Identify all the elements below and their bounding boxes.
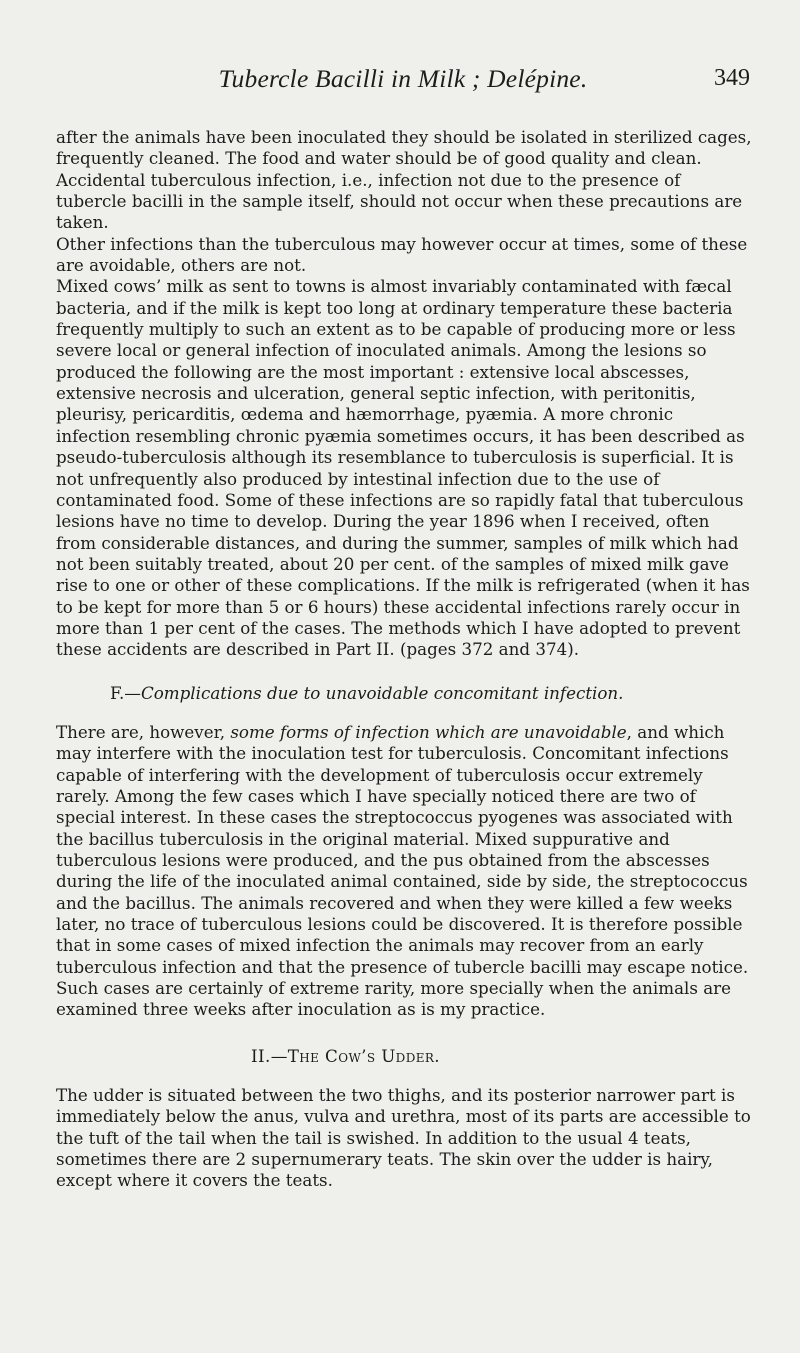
- paragraph-concomitant-infection: [56, 722, 752, 1021]
- paragraph-other-infections: [56, 234, 752, 277]
- paragraph-text-rest: , and which may interfere with the inoculation test for tuberculosis. Concomitant infections capable of interfering with the development of tuberculosis occur extremely rarely. Among the few cases which I have specially noticed there are two of special interest. In these cases the streptococcus pyogenes was associated with the bacillus tuberculosis in the original material. Mixed suppurative and tuberculous lesions were produced, and the pus obtained from the abscesses during the life of the inoculated animal contained, side by side, the streptococcus and the bacillus. The animals recovered and when they were killed a few weeks later, no trace of tuberculous lesions could be discovered. It is therefore possible that in some cases of mixed infection the animals may recover from an early tuberculous infection and that the presence of tubercle bacilli may escape notice. Such cases are certainly of extreme rarity, more specially when the animals are examined three weeks after inoculation as is my practice.: [56, 721, 749, 1020]
- part-heading-cows-udder: II.—The Cow’s Udder.: [251, 1045, 441, 1066]
- paragraph-text: [56, 722, 752, 1021]
- section-label: F.—: [110, 682, 141, 703]
- body-text: [56, 127, 752, 1192]
- paragraph-mixed-milk: [56, 276, 752, 660]
- paragraph-text: after the animals have been inoculated they should be isolated in sterilized cages, frequently cleaned. The food and water should be of good quality and clean. Accidental tuberculous infection, i.e., infection not due to the presence of tubercle bacilli in the sample itself, should not occur when these precautions are taken.: [56, 127, 752, 233]
- section-title: Complications due to unavoidable concomitant infection.: [140, 682, 624, 703]
- paragraph-text-start: There are, however,: [56, 721, 231, 742]
- paragraph-emphasis: some forms of infection which are unavoidable: [230, 721, 627, 742]
- paragraph-text: The udder is situated between the two thighs, and its posterior narrower part is immediately below the anus, vulva and urethra, most of its parts are accessible to the tuft of the tail when the tail is swished. In addition to the usual 4 teats, sometimes there are 2 supernumerary teats. The skin over the udder is hairy, except where it covers the teats.: [56, 1085, 751, 1191]
- paragraph-text: Other infections than the tuberculous may however occur at times, some of these are avoidable, others are not.: [56, 233, 748, 276]
- paragraph-isolation: [56, 127, 752, 234]
- section-heading-f: [56, 683, 752, 704]
- running-title: Tubercle Bacilli in Milk ; Delépine.: [218, 64, 588, 93]
- running-head: [56, 64, 750, 94]
- paragraph-udder: [56, 1085, 752, 1192]
- paragraph-text: Mixed cows’ milk as sent to towns is almost invariably contaminated with fæcal bacteria, and if the milk is kept too long at ordinary temperature these bacteria frequently multiply to such an extent as to be capable of producing more or less severe local or general infection of inoculated animals. Among the lesions so produced the following are the most important : extensive local abscesses, extensive necrosis and ulceration, general septic infection, with peritonitis, pleurisy, pericarditis, œdema and hæmorrhage, pyæmia. A more chronic infection resembling chronic pyæmia sometimes occurs, it has been described as pseudo-tuberculosis although its resemblance to tuberculosis is superficial. It is not unfrequently also produced by intestinal infection due to the use of contaminated food. Some of these infections are so rapidly fatal that tuberculous lesions have no time to develop. During the year 1896 when I received, often from considerable distances, and during the summer, samples of milk which had not been suitably treated, about 20 per cent. of the samples of mixed milk gave rise to one or other of these complications. If the milk is refrigerated (when it has to be kept for more than 5 or 6 hours) these accidental infections rarely occur in more than 1 per cent of the cases. The methods which I have adopted to prevent these accidents are described in Part II. (pages 372 and 374).: [56, 276, 750, 660]
- page-number: 349: [714, 65, 750, 91]
